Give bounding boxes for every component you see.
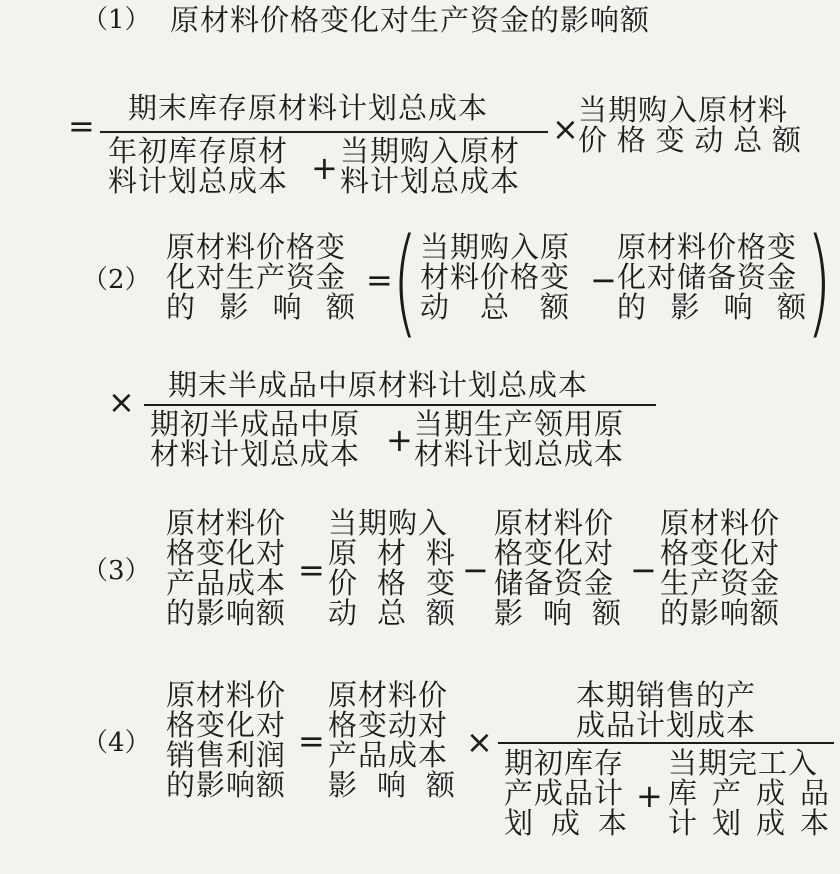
plus-sign: + (636, 777, 663, 815)
formula-2-label: （2） (82, 265, 151, 295)
formula-3-term-1: 当期购入 原材料 价格变 动总额 (328, 506, 456, 630)
formula-2-term-1: 当期购入原 材料价格变 动总额 (420, 230, 571, 324)
formula-1-numerator: 期末库存原材料计划总成本 (128, 91, 489, 125)
fraction-bar (100, 131, 548, 133)
formula-2-lhs: 原材料价格变 化对生产资金 的影响额 (166, 230, 356, 324)
plus-sign: + (386, 421, 413, 459)
formula-1-denominator-right: 当期购入原材 料计划总成本 (340, 134, 521, 198)
open-parenthesis: ( (392, 212, 418, 350)
plus-sign: + (311, 149, 338, 187)
formula-4-denominator-left: 期初库存 产成品计 划成本 (504, 746, 628, 840)
equals-sign: = (298, 722, 325, 760)
times-sign: × (108, 383, 135, 421)
fraction-bar (498, 742, 834, 744)
close-parenthesis: ) (806, 212, 832, 350)
formula-4-label: （4） (82, 728, 151, 758)
times-sign: × (552, 110, 579, 148)
formula-2-denominator-right: 当期生产领用原 材料计划总成本 (414, 407, 625, 471)
minus-sign: − (462, 551, 489, 589)
formula-3-term-2: 原材料价 格变化对 储备资金 影响额 (494, 506, 622, 630)
equals-sign: = (366, 261, 393, 299)
minus-sign: − (590, 261, 617, 299)
formula-4-term-1: 原材料价 格变动对 产品成本 影响额 (328, 678, 456, 802)
formula-2-term-2: 原材料价格变 化对储备资金 的影响额 (617, 230, 807, 324)
fraction-bar (144, 404, 656, 406)
times-sign: × (466, 723, 493, 761)
equals-sign: = (68, 107, 95, 145)
equals-sign: = (298, 551, 325, 589)
formula-4-lhs: 原材料价 格变化对 销售利润 的影响额 (166, 678, 287, 802)
formula-3-label: （3） (82, 556, 151, 586)
formula-1-denominator-left: 年初库存原材 料计划总成本 (108, 134, 289, 198)
formula-2-numerator: 期末半成品中原材料计划总成本 (168, 368, 589, 402)
formula-3-term-3: 原材料价 格变化对 生产资金 的影响额 (660, 506, 781, 630)
formula-1-label: （1） (82, 5, 151, 35)
minus-sign: − (630, 551, 657, 589)
formula-1-title: 原材料价格变化对生产资金的影响额 (170, 3, 651, 37)
formula-2-denominator-left: 期初半成品中原 材料计划总成本 (150, 407, 361, 471)
formula-4-numerator: 本期销售的产 成品计划成本 (576, 678, 757, 742)
formula-3-lhs: 原材料价 格变化对 产品成本 的影响额 (166, 506, 287, 630)
formula-1-factor: 当期购入原材料 价格变动总额 (578, 93, 802, 157)
formula-4-denominator-right: 当期完工入 库产成品 计划成本 (668, 746, 830, 840)
